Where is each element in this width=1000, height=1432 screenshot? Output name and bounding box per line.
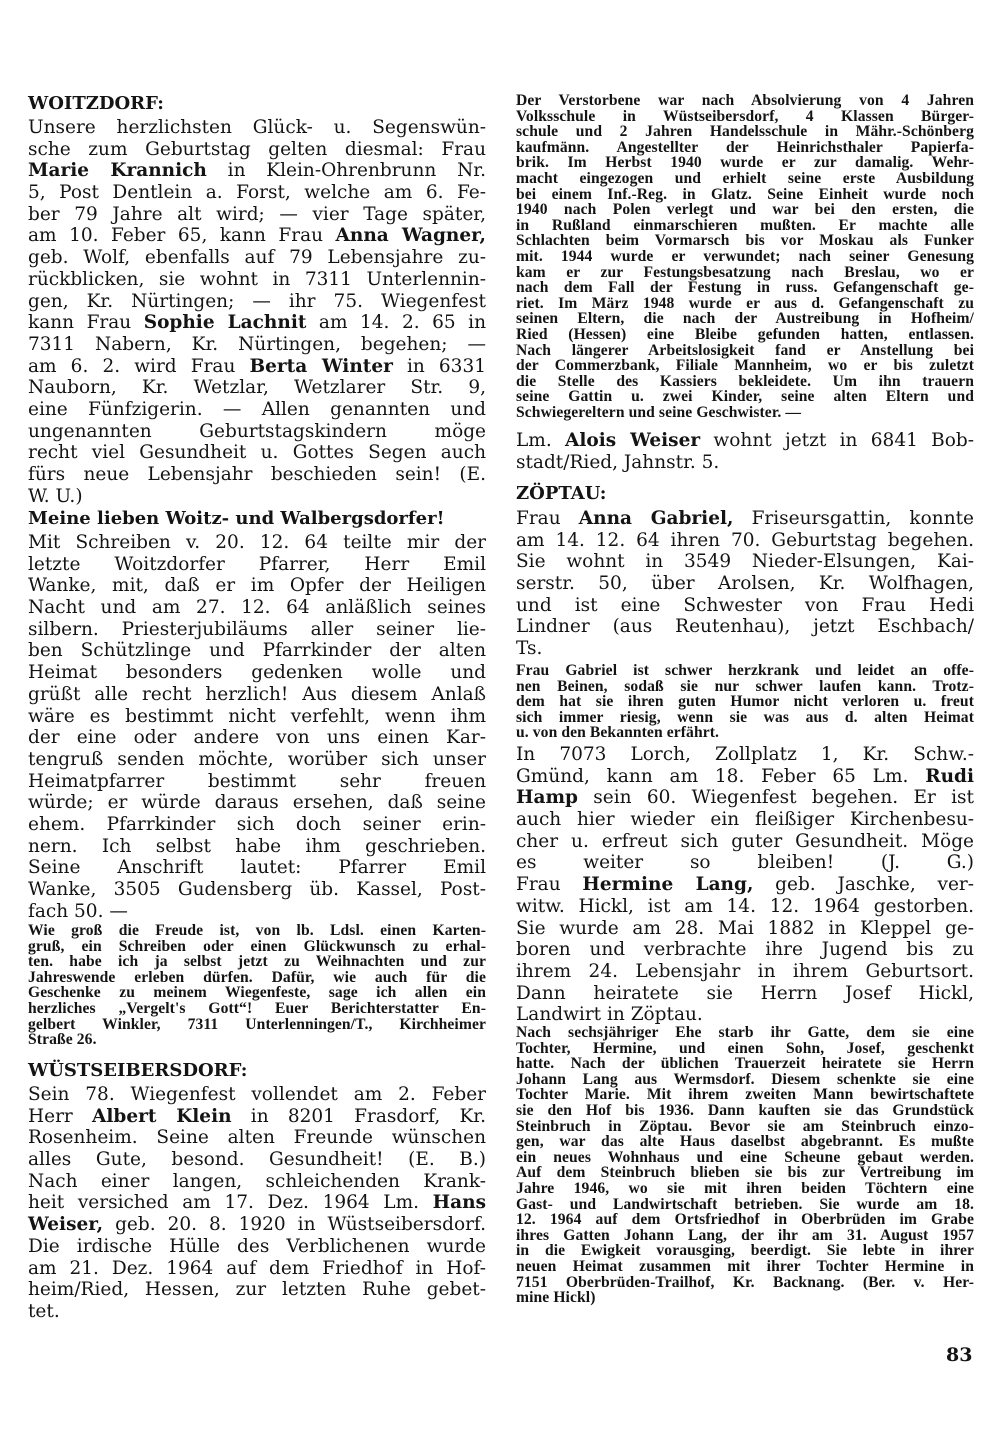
text-segment: letzte Woitzdorfer Pfarrer, Herr Emil	[28, 553, 486, 575]
text-segment: recht viel Gesundheit u. Gottes Segen auch	[28, 442, 486, 464]
bold-name: Marie Krannich	[28, 160, 207, 182]
text-line	[516, 1087, 974, 1103]
text-line	[28, 640, 486, 662]
text-line	[516, 249, 974, 265]
text-line	[516, 896, 974, 918]
text-segment: ben Schützlinge und Pfarrkinder der alten	[28, 640, 486, 662]
text-line	[28, 749, 486, 771]
text-segment: In 7073 Lorch, Zollplatz 1, Kr. Schw.-	[516, 744, 974, 765]
text-segment: wohnt jetzt in 6841 Bob-	[700, 430, 975, 451]
text-line	[28, 706, 486, 728]
text-line	[28, 117, 486, 139]
text-line	[28, 291, 486, 313]
text-line	[28, 923, 486, 939]
text-line	[28, 684, 486, 706]
text-line	[516, 1181, 974, 1197]
text-segment: Nach sechsjähriger Ehe starb ihr Gatte, dem sie eine	[516, 1024, 974, 1041]
text-line	[516, 1072, 974, 1088]
text-line	[28, 139, 486, 161]
text-line	[28, 1258, 486, 1280]
text-segment: wäre es bestimmt nicht verfehlt, wenn ihm	[28, 705, 486, 727]
text-line	[516, 694, 974, 710]
text-line	[516, 1259, 974, 1275]
text-line	[516, 296, 974, 312]
text-line	[516, 663, 974, 679]
text-segment: Der Verstorbene war nach Absolvierung von 4 Jahren	[516, 92, 974, 109]
text-segment: am 14. 2. 65 in	[306, 312, 486, 334]
text-segment: gen, Kr. Nürtingen; — ihr 75. Wiegenfest	[28, 290, 486, 312]
text-line	[28, 1127, 486, 1149]
text-line	[28, 836, 486, 858]
text-segment: ihres Gatten Johann Lang, der ihr am 31. August 1957	[516, 1226, 974, 1244]
section-heading	[28, 1060, 486, 1082]
text-segment: rückblicken, sie wohnt in 7311 Unterlennin-	[28, 268, 486, 290]
article-paragraph	[516, 744, 974, 1026]
text-segment: geb. Wolf, ebenfalls auf 79 Lebensjahre zu-	[28, 247, 486, 269]
text-segment: 12. 1964 auf dem Ortsfriedhof in Oberbrüden im Grabe	[516, 1211, 974, 1229]
text-segment: gelbert Winkler, 7311 Unterlenningen/T., Kirchheimer	[28, 1015, 486, 1033]
text-segment: Sie wurde am 28. Mai 1882 in Kleppel ge-	[516, 917, 974, 939]
text-line	[516, 744, 974, 766]
text-line	[516, 218, 974, 234]
text-line	[28, 486, 486, 508]
text-line	[28, 421, 486, 443]
text-line	[516, 1243, 974, 1259]
text-line	[28, 1192, 486, 1214]
text-line	[516, 831, 974, 853]
text-line	[516, 725, 974, 741]
text-line	[28, 727, 486, 749]
article-paragraph	[516, 430, 974, 473]
text-line	[28, 377, 486, 399]
text-line	[516, 551, 974, 573]
text-segment: sein 60. Wiegenfest begehen. Er ist	[577, 787, 974, 809]
text-segment: Nacht und am 27. 12. 64 anläßlich seines	[28, 597, 486, 619]
text-line	[28, 532, 486, 554]
text-segment: Lindner (aus Reutenhau), jetzt Eschbach/	[516, 616, 974, 638]
text-line	[516, 1275, 974, 1291]
text-segment: 7311 Nabern, Kr. Nürtingen, begehen; —	[28, 333, 486, 355]
text-line	[516, 595, 974, 617]
text-segment: WOITZDORF:	[28, 93, 164, 114]
text-segment: sich immer riesig, wenn sie was aus d. alten Heimat	[516, 708, 974, 726]
text-segment: macht eingezogen und erhielt seine erste Ausbildung	[516, 169, 974, 187]
text-segment: Jahre 1946, wo sie mit ihren beiden Töchtern eine	[516, 1179, 974, 1197]
text-line	[516, 343, 974, 359]
text-line	[28, 970, 486, 986]
text-line	[28, 1171, 486, 1193]
text-line	[516, 679, 974, 695]
text-segment: neuen Heimat zusammen mit ihrer Tochter Hermine in	[516, 1257, 974, 1275]
text-segment: seinen Eltern, die nach der Austreibung in Hofheim/	[516, 310, 974, 328]
text-line	[516, 616, 974, 638]
text-line	[28, 1032, 486, 1048]
text-line	[28, 1279, 486, 1301]
text-line	[28, 575, 486, 597]
text-line	[516, 405, 974, 421]
text-segment: eine Fünfzigerin. — Allen genannten und	[28, 398, 486, 420]
text-line	[516, 483, 974, 505]
text-line	[28, 939, 486, 955]
bold-name: Rudi	[925, 765, 974, 787]
text-line	[516, 1228, 974, 1244]
text-line	[516, 430, 974, 452]
text-segment: tengruß senden möchte, worüber sich unser	[28, 748, 486, 770]
text-line	[516, 1165, 974, 1181]
text-line	[28, 182, 486, 204]
text-segment: die Stelle des Kassiers bekleidete. Um ihn trauern	[516, 372, 974, 390]
text-segment: nern. Ich selbst habe ihm geschrieben.	[28, 835, 486, 857]
text-segment: kaufmänn. Angestellter der Heinrichsthaler Papierfa-	[516, 138, 974, 156]
text-segment: Ried (Hessen) eine Bleibe gefunden hatten, entlassen.	[516, 325, 974, 343]
bold-name: Hermine Lang,	[582, 874, 754, 896]
text-line	[28, 1017, 486, 1033]
text-segment: gruß, ein Schreiben oder einen Glückwunsch zu erhal-	[28, 937, 486, 955]
text-segment: Nach einer langen, schleichenden Krank-	[28, 1170, 486, 1192]
text-line	[516, 311, 974, 327]
text-segment: witw. Hickl, ist am 14. 12. 1964 gestorben.	[516, 895, 974, 917]
text-segment: am 10. Feber 65, kann Frau	[28, 225, 336, 247]
text-line	[516, 1004, 974, 1026]
section-heading	[28, 508, 486, 530]
text-line	[516, 452, 974, 474]
text-segment: dem hat sie ihren guten Humor nicht verloren u. freut	[516, 693, 974, 711]
text-line	[516, 124, 974, 140]
text-segment: WÜSTSEIBERSDORF:	[28, 1060, 248, 1081]
text-line	[28, 442, 486, 464]
text-line	[28, 399, 486, 421]
text-line	[28, 901, 486, 923]
text-line	[28, 662, 486, 684]
text-segment: Tochter Marie. Mit ihrem zweiten Mann bewirtschaftete	[516, 1086, 974, 1104]
text-line	[516, 1197, 974, 1213]
text-segment: hatte. Nach der üblichen Trauerzeit heiratete sie Herrn	[516, 1055, 974, 1073]
text-segment: in Rußland einmarschieren mußten. Er machte alle	[516, 216, 974, 234]
text-segment: mit. 1944 wurde er verwundet; nach seiner Genesung	[516, 247, 974, 265]
text-line	[28, 792, 486, 814]
text-line	[516, 1103, 974, 1119]
article-paragraph	[516, 508, 974, 660]
text-line	[28, 334, 486, 356]
text-segment: fürs neue Lebensjahr beschieden sein! (E.	[28, 464, 486, 485]
text-segment: nach dem Fall der Festung in russ. Gefangenschaft ge-	[516, 279, 974, 297]
text-line	[28, 1236, 486, 1258]
text-segment: Lm.	[516, 430, 566, 451]
text-segment: auch hier wieder ein fleißiger Kirchenbesu-	[516, 809, 974, 831]
text-segment: seine Gattin u. zwei Kinder, seine alten Eltern und	[516, 388, 974, 406]
text-line	[516, 280, 974, 296]
text-segment: gen, war das alte Haus daselbst abgebrannt. Es mußte	[516, 1133, 974, 1151]
text-line	[516, 358, 974, 374]
text-line	[516, 140, 974, 156]
text-line	[28, 1301, 486, 1323]
text-segment: der eine oder andere von uns einen Kar-	[28, 727, 486, 749]
text-segment: am 6. 2. wird Frau	[28, 355, 250, 377]
text-segment: brik. Im Herbst 1940 wurde er zur damalig. Wehr-	[516, 154, 974, 172]
text-line	[516, 327, 974, 343]
text-segment: ehem. Pfarrkinder sich doch seiner erin-	[28, 813, 486, 835]
text-line	[28, 619, 486, 641]
text-segment: ungenannten Geburtstagskindern möge	[28, 420, 486, 442]
text-line	[516, 939, 974, 961]
text-line	[516, 766, 974, 788]
text-segment: kann Frau	[28, 312, 144, 334]
text-segment: alles Gute, besond. Gesundheit! (E. B.)	[28, 1149, 486, 1171]
text-segment: kam er zur Festungsbesatzung nach Breslau, wo er	[516, 263, 974, 281]
text-segment: Seine Anschrift lautet: Pfarrer Emil	[28, 857, 486, 879]
text-line	[28, 597, 486, 619]
text-segment: Dann heiratete sie Herrn Josef Hickl,	[516, 982, 974, 1004]
text-segment: sie den Hof bis 1936. Dann kauften sie das Grundstück	[516, 1101, 974, 1119]
text-line	[28, 356, 486, 378]
text-segment: Johann Lang aus Wermsdorf. Diesem schenkte sie eine	[516, 1070, 974, 1088]
text-segment: Gast- und Landwirtschaft betrieben. Sie wurde am 18.	[516, 1195, 974, 1213]
text-line	[516, 638, 974, 660]
text-segment: cher u. erfreut sich guter Gesundheit. Möge	[516, 830, 974, 852]
text-line	[516, 1119, 974, 1135]
text-line	[28, 1060, 486, 1082]
text-segment: Nauborn, Kr. Wetzlar, Wetzlarer Str. 9,	[28, 377, 486, 399]
text-segment: geb. 20. 8. 1920 in Wüstseibersdorf.	[103, 1214, 486, 1236]
small-print-paragraph	[516, 93, 974, 420]
text-line	[28, 879, 486, 901]
text-segment: der Commerzbank, Filiale Mannheim, wo er bis zuletzt	[516, 357, 974, 375]
text-line	[28, 247, 486, 269]
text-line	[516, 787, 974, 809]
bold-name: Weiser,	[28, 1214, 104, 1236]
text-segment: Schlachten beim Vormarsch bis vor Moskau als Funker	[516, 232, 974, 250]
text-line	[516, 1134, 974, 1150]
text-segment: Wanke, 3505 Gudensberg üb. Kassel, Post-	[28, 879, 486, 900]
text-segment: sche zum Geburtstag gelten diesmal: Frau	[28, 138, 486, 160]
text-line	[516, 389, 974, 405]
text-line	[28, 1214, 486, 1236]
text-line	[516, 530, 974, 552]
section-heading	[516, 483, 974, 505]
text-segment: Volksschule in Wüstseibersdorf, 4 Klassen Bürger-	[516, 107, 974, 125]
text-line	[516, 202, 974, 218]
text-line	[28, 160, 486, 182]
bold-name: Berta Winter	[249, 355, 393, 377]
text-line	[28, 225, 486, 247]
text-line	[516, 1025, 974, 1041]
text-line	[28, 814, 486, 836]
text-segment: geb. Jaschke, ver-	[753, 874, 974, 896]
text-segment: stadt/Ried, Jahnstr. 5.	[516, 451, 720, 473]
text-line	[28, 508, 486, 530]
small-print-paragraph	[516, 663, 974, 741]
text-segment: schule und 2 Jahren Handelsschule in Mähr.-Schönberg	[516, 123, 974, 141]
text-segment: Meine lieben Woitz- und Walbergsdorfer!	[28, 508, 445, 529]
text-segment: ein neues Wohnhaus und eine Scheune gebaut werden.	[516, 1148, 974, 1166]
text-segment: tet.	[28, 1300, 60, 1322]
text-line	[28, 771, 486, 793]
small-print-paragraph	[28, 923, 486, 1048]
text-segment: W. U.)	[28, 485, 83, 507]
text-segment: Wie groß die Freude ist, von lb. Ldsl. einen Karten-	[28, 922, 486, 939]
text-line	[516, 265, 974, 281]
article-paragraph	[28, 532, 486, 922]
text-segment: bei einem Inf.-Reg. in Glatz. Seine Einheit wurde noch	[516, 185, 974, 203]
text-segment: Nach längerer Arbeitslosigkeit fand er Anstellung bei	[516, 341, 974, 359]
text-segment: Heimatpfarrer bestimmt sehr freuen	[28, 770, 486, 792]
text-line	[516, 233, 974, 249]
text-line	[516, 852, 974, 874]
bold-name: Anna Gabriel,	[578, 508, 734, 529]
text-segment: Schwiegereltern und seine Geschwister. —	[516, 403, 802, 421]
text-segment: Geschenke zu meinem Wiegenfeste, sage ich allen ein	[28, 984, 486, 1002]
text-line	[516, 918, 974, 940]
text-segment: heim/Ried, Hessen, zur letzten Ruhe gebet-	[28, 1279, 486, 1301]
text-segment: Heimat besonders gedenken wolle und	[28, 662, 486, 684]
text-line	[28, 1084, 486, 1106]
text-line	[516, 961, 974, 983]
text-segment: am 21. Dez. 1964 auf dem Friedhof in Hof-	[28, 1257, 486, 1279]
text-segment: boren und verbrachte ihre Jugend bis zu	[516, 939, 974, 961]
text-segment: Auf dem Steinbruch blieben sie bis zur Vertreibung im	[516, 1164, 974, 1182]
text-line	[28, 554, 486, 576]
text-segment: herzliches „Vergelt's Gott“! Euer Berichterstatter En-	[28, 999, 486, 1017]
text-segment: Frau	[516, 874, 583, 896]
text-line	[516, 710, 974, 726]
article-paragraph	[28, 1084, 486, 1323]
text-segment: Landwirt in Zöptau.	[516, 1004, 703, 1026]
text-line	[516, 155, 974, 171]
small-print-paragraph	[516, 1025, 974, 1306]
bold-name: Sophie Lachnit	[143, 312, 307, 334]
text-line	[516, 93, 974, 109]
text-segment: serstr. 50, über Arolsen, Kr. Wolfhagen,	[516, 573, 974, 595]
text-segment: ber 79 Jahre alt wird; — vier Tage später,	[28, 203, 486, 225]
text-segment: u. von den Bekannten erfährt.	[516, 724, 720, 742]
text-line	[28, 1001, 486, 1017]
text-line	[516, 1150, 974, 1166]
page-number: 83	[946, 1344, 973, 1366]
text-line	[28, 1149, 486, 1171]
text-segment: 1940 nach Polen verlegt und war bei den ersten, die	[516, 201, 974, 219]
text-segment: Herr	[28, 1105, 93, 1127]
text-segment: würde; er würde daraus ersehen, daß seine	[28, 792, 486, 814]
text-segment: in die Ewigkeit vorausging, beerdigt. Sie lebte in ihrer	[516, 1242, 974, 1260]
text-line	[28, 204, 486, 226]
text-segment: ZÖPTAU:	[516, 483, 607, 504]
article-paragraph	[28, 117, 486, 507]
text-segment: Rosenheim. Seine alten Freunde wünschen	[28, 1127, 486, 1149]
text-line	[28, 857, 486, 879]
text-segment: Tochter, Hermine, und einen Sohn, Josef, geschenkt	[516, 1039, 974, 1057]
text-segment: Frau Gabriel ist schwer herzkrank und leidet an offe-	[516, 662, 974, 679]
text-segment: Die irdische Hülle des Verblichenen wurde	[28, 1235, 486, 1257]
text-line	[516, 508, 974, 530]
text-segment: und ist eine Schwester von Frau Hedi	[516, 594, 974, 616]
text-segment: Frau	[516, 508, 579, 529]
text-line	[28, 1106, 486, 1128]
text-segment: nen Beinen, sodaß sie nur schwer laufen kann. Trotz-	[516, 677, 974, 695]
text-segment: in 6331	[392, 355, 486, 377]
text-line	[28, 954, 486, 970]
bold-name: Albert Klein	[92, 1105, 232, 1127]
text-segment: riet. Im März 1948 wurde er aus d. Gefangenschaft zu	[516, 294, 974, 312]
text-segment: in Klein-Ohrenbrunn Nr.	[206, 160, 486, 182]
text-segment: Sein 78. Wiegenfest vollendet am 2. Feber	[28, 1084, 486, 1105]
text-segment: Wanke, mit, daß er im Opfer der Heiligen	[28, 575, 486, 597]
bold-name: Anna Wagner,	[335, 225, 486, 247]
text-line	[516, 1056, 974, 1072]
text-segment: Jahreswende erleben dürfen. Dafür, wie auch für die	[28, 968, 486, 986]
text-line	[516, 1212, 974, 1228]
bold-name: Alois Weiser	[565, 430, 701, 451]
text-segment: Sie wohnt in 3549 Nieder-Elsungen, Kai-	[516, 551, 974, 573]
text-segment: 5, Post Dentlein a. Forst, welche am 6. Fe-	[28, 182, 486, 204]
text-segment: Unsere herzlichsten Glück- u. Segenswün-	[28, 117, 486, 138]
text-line	[516, 1290, 974, 1306]
text-segment: Friseursgattin, konnte	[733, 508, 974, 529]
text-line	[28, 985, 486, 1001]
text-segment: am 14. 12. 64 ihren 70. Geburtstag begehen.	[516, 529, 974, 551]
text-segment: Steinbruch in Zöptau. Bevor sie am Steinbruch einzo-	[516, 1117, 974, 1135]
text-segment: Gmünd, kann am 18. Feber 65 Lm.	[516, 765, 926, 787]
text-segment: ihrem 24. Lebensjahr in ihrem Geburtsort.	[516, 960, 974, 982]
text-segment: Mit Schreiben v. 20. 12. 64 teilte mir der	[28, 532, 486, 553]
text-segment: es weiter so bleiben! (J. G.)	[516, 852, 974, 874]
text-segment: silbern. Priesterjubiläums aller seiner lie-	[28, 618, 486, 640]
bold-name: Hamp	[516, 787, 578, 809]
text-line	[28, 269, 486, 291]
text-line	[516, 983, 974, 1005]
text-line	[516, 109, 974, 125]
text-segment: heit versiched am 17. Dez. 1964 Lm.	[28, 1192, 433, 1214]
text-line	[516, 809, 974, 831]
text-line	[516, 171, 974, 187]
text-line	[516, 573, 974, 595]
text-line	[28, 312, 486, 334]
text-segment: Straße 26.	[28, 1031, 97, 1049]
text-line	[516, 374, 974, 390]
text-line	[516, 1041, 974, 1057]
text-line	[28, 93, 486, 115]
text-segment: 7151 Oberbrüden-Trailhof, Kr. Backnang. (Ber. v. Her-	[516, 1273, 974, 1291]
text-segment: fach 50. —	[28, 900, 128, 922]
text-line	[28, 464, 486, 486]
text-segment: mine Hickl)	[516, 1289, 596, 1307]
bold-name: Hans	[432, 1192, 486, 1214]
text-segment: Ts.	[516, 638, 543, 660]
text-segment: in 8201 Frasdorf, Kr.	[231, 1105, 486, 1127]
text-line	[516, 874, 974, 896]
text-line	[516, 187, 974, 203]
text-segment: ten. habe ich ja selbst jetzt zu Weihnachten und zur	[28, 953, 486, 971]
section-heading	[28, 93, 486, 115]
text-segment: grüßt alle recht herzlich! Aus diesem Anlaß	[28, 683, 486, 705]
